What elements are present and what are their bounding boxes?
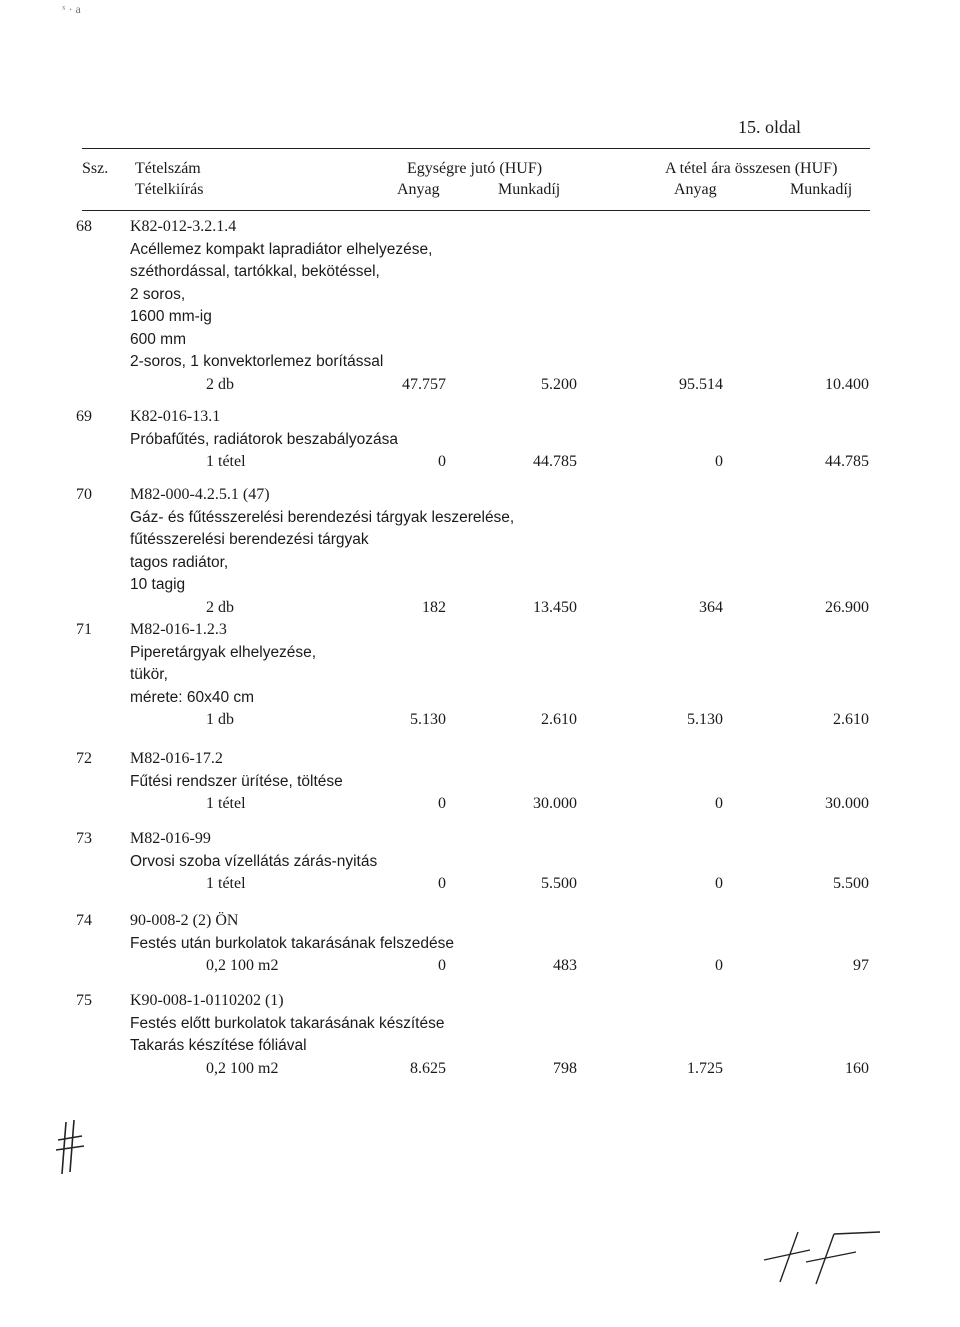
item-description-line: 600 mm [130, 330, 186, 348]
total-material-price: 0 [715, 957, 723, 974]
handwritten-signature-right [760, 1222, 890, 1292]
item-number: 71 [76, 621, 92, 638]
item-description-line: fűtésszerelési berendezési tárgyak [130, 531, 369, 548]
unit-labour-price: 13.450 [533, 598, 577, 616]
item-code: K90-008-1-0110202 (1) [130, 992, 284, 1009]
total-labour-price: 160 [845, 1059, 869, 1077]
header-osszesen: A tétel ára összesen (HUF) [665, 160, 838, 177]
item-code: M82-016-99 [130, 830, 211, 847]
item-code: M82-000-4.2.5.1 (47) [130, 486, 270, 503]
total-labour-price: 97 [853, 957, 869, 974]
item-description-line: széthordással, tartókkal, bekötéssel, [130, 263, 380, 280]
item-description-line: 10 tagig [130, 576, 186, 593]
item-description-line: Orvosi szoba vízellátás zárás-nyitás [130, 852, 378, 870]
header-munkadij-total: Munkadíj [790, 181, 853, 198]
item-number: 73 [76, 830, 92, 847]
item-description-line: 2-soros, 1 konvektorlemez borítással [130, 353, 384, 370]
unit-material-price: 0 [438, 795, 446, 812]
item-description-line: mérete: 60x40 cm [130, 688, 255, 706]
corner-marks: ˣ · a [62, 2, 81, 16]
unit-labour-price: 483 [553, 957, 577, 974]
header-tetelkiiras: Tételkiírás [135, 181, 204, 198]
header-top-rule [82, 148, 870, 149]
item-description-line: Gáz- és fűtésszerelési berendezési tárgyak leszerelése, [130, 508, 515, 526]
item-number: 74 [76, 912, 92, 929]
header-bottom-rule [82, 210, 870, 211]
item-quantity: 1 tétel [206, 795, 246, 812]
unit-material-price: 5.130 [410, 711, 446, 728]
item-description-line: Festés után burkolatok takarásának felszedése [130, 934, 454, 952]
total-labour-price: 5.500 [833, 875, 869, 892]
unit-material-price: 0 [438, 875, 446, 892]
item-quantity: 0,2 100 m2 [206, 1059, 279, 1077]
unit-labour-price: 5.500 [541, 875, 577, 892]
item-description-line: Piperetárgyak elhelyezése, [130, 643, 317, 661]
item-quantity: 0,2 100 m2 [206, 957, 279, 974]
header-tetelszam: Tételszám [135, 160, 201, 177]
item-description-line: Takarás készítése fóliával [130, 1037, 307, 1054]
header-anyag-total: Anyag [674, 181, 717, 198]
item-description-line: Próbafűtés, radiátorok beszabályozása [130, 430, 398, 448]
page-number: 15. oldal [738, 117, 801, 137]
item-code: K82-012-3.2.1.4 [130, 218, 237, 235]
total-material-price: 1.725 [687, 1059, 723, 1077]
unit-labour-price: 5.200 [541, 375, 577, 393]
item-number: 68 [76, 218, 92, 235]
item-number: 70 [76, 486, 92, 503]
item-number: 69 [76, 408, 92, 425]
item-description-line: Acéllemez kompakt lapradiátor elhelyezése, [130, 240, 433, 258]
item-description-line: 1600 mm-ig [130, 308, 212, 325]
item-quantity: 1 tétel [206, 453, 246, 470]
item-quantity: 2 db [206, 598, 234, 616]
unit-material-price: 8.625 [410, 1059, 446, 1077]
header-munkadij-unit: Munkadíj [498, 181, 561, 198]
total-labour-price: 44.785 [825, 453, 869, 470]
item-description-line: Festés előtt burkolatok takarásának készítése [130, 1014, 445, 1032]
total-material-price: 364 [699, 598, 723, 616]
total-material-price: 95.514 [679, 375, 723, 393]
item-number: 75 [76, 992, 92, 1009]
item-quantity: 2 db [206, 375, 234, 393]
total-material-price: 5.130 [687, 711, 723, 728]
item-description-line: tükör, [130, 666, 168, 683]
item-code: M82-016-1.2.3 [130, 621, 227, 638]
item-description-line: tagos radiátor, [130, 553, 229, 571]
handwritten-signature-left [52, 1118, 92, 1178]
unit-material-price: 0 [438, 957, 446, 974]
item-description-line: Fűtési rendszer ürítése, töltése [130, 772, 343, 790]
item-quantity: 1 tétel [206, 875, 246, 892]
unit-material-price: 47.757 [402, 375, 446, 393]
header-ssz: Ssz. [82, 160, 109, 177]
total-labour-price: 30.000 [825, 795, 869, 812]
total-labour-price: 10.400 [825, 375, 869, 393]
total-labour-price: 26.900 [825, 598, 869, 616]
item-quantity: 1 db [206, 711, 234, 728]
header-egysegre: Egységre jutó (HUF) [407, 160, 543, 177]
unit-labour-price: 2.610 [541, 711, 577, 728]
unit-material-price: 182 [422, 598, 446, 616]
header-anyag-unit: Anyag [397, 181, 440, 198]
total-material-price: 0 [715, 795, 723, 812]
unit-material-price: 0 [438, 453, 446, 470]
item-code: M82-016-17.2 [130, 750, 223, 767]
total-material-price: 0 [715, 875, 723, 892]
total-labour-price: 2.610 [833, 711, 869, 728]
item-description-line: 2 soros, [130, 285, 186, 303]
item-code: K82-016-13.1 [130, 408, 221, 425]
unit-labour-price: 44.785 [533, 453, 577, 470]
item-number: 72 [76, 750, 92, 767]
unit-labour-price: 30.000 [533, 795, 577, 812]
unit-labour-price: 798 [553, 1059, 577, 1077]
total-material-price: 0 [715, 453, 723, 470]
item-code: 90-008-2 (2) ÖN [130, 912, 239, 929]
